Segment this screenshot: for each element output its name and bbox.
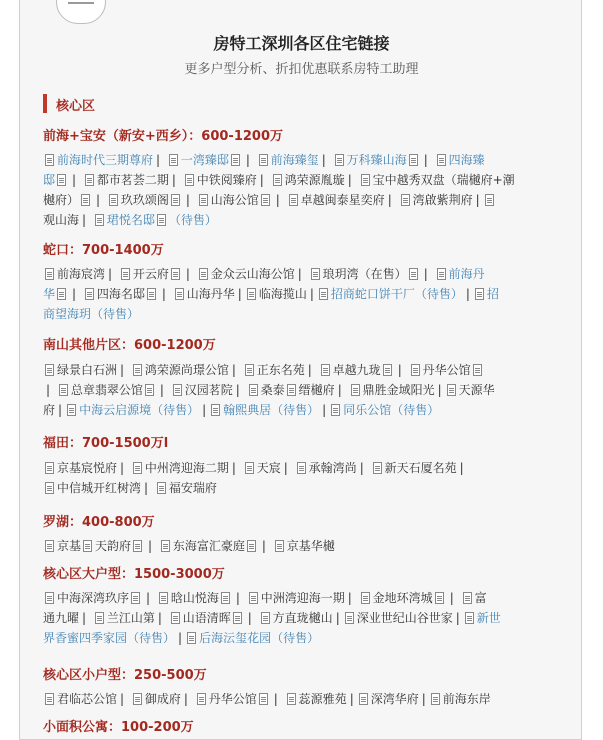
document-icon xyxy=(133,693,142,705)
document-icon xyxy=(401,194,410,206)
separator: | xyxy=(148,539,153,553)
listing-link[interactable]: 一湾臻邸 xyxy=(180,153,229,167)
document-icon xyxy=(249,592,258,604)
listing-group xyxy=(43,264,571,324)
listing-item[interactable]: 中洲湾迎海一期 xyxy=(260,591,345,605)
document-icon xyxy=(297,462,306,474)
category-heading: 核心区小户型：250-500万 xyxy=(43,668,207,683)
document-icon xyxy=(319,288,328,300)
separator: | xyxy=(202,403,207,417)
listing-link[interactable]: 界香蜜四季家园（待售） xyxy=(43,631,176,645)
separator: | xyxy=(82,213,87,227)
separator: | xyxy=(275,193,280,207)
category-heading: 南山其他片区：600-1200万 xyxy=(43,338,216,353)
listing-link[interactable]: 新世 xyxy=(476,611,501,625)
listing-group xyxy=(43,150,571,230)
separator: | xyxy=(349,692,354,706)
document-icon xyxy=(133,364,142,376)
document-icon xyxy=(247,540,256,552)
document-icon xyxy=(435,592,444,604)
separator: | xyxy=(58,403,63,417)
section-marker xyxy=(43,94,47,113)
separator: | xyxy=(183,692,188,706)
listing-line xyxy=(43,210,571,230)
listing-item[interactable]: 山语清晖 xyxy=(182,611,231,625)
listing-line xyxy=(43,536,571,556)
listing-item[interactable]: 新天石厦名苑 xyxy=(384,461,457,475)
listing-item[interactable]: 宝中越秀双盘（瑞樾府+潮 xyxy=(372,173,515,187)
document-icon xyxy=(247,288,256,300)
separator: | xyxy=(259,173,264,187)
listing-line xyxy=(43,150,571,170)
document-icon xyxy=(171,268,180,280)
listing-item[interactable]: 鸿荣源胤璇 xyxy=(284,173,345,187)
document-icon xyxy=(221,592,230,604)
listing-line xyxy=(43,588,571,608)
document-icon xyxy=(431,693,440,705)
listing-item[interactable]: 观山海 xyxy=(43,213,80,227)
separator: | xyxy=(159,383,164,397)
listing-item[interactable]: 兰江山第 xyxy=(106,611,155,625)
separator: | xyxy=(397,363,402,377)
document-icon xyxy=(175,288,184,300)
separator: | xyxy=(185,267,190,281)
document-icon xyxy=(361,174,370,186)
listing-line xyxy=(43,628,571,648)
listing-item[interactable]: 四海名邸 xyxy=(96,287,145,301)
document-icon xyxy=(45,154,54,166)
document-icon xyxy=(57,174,66,186)
chat-bubble-icon xyxy=(56,0,106,24)
document-icon xyxy=(187,632,196,644)
document-icon xyxy=(447,384,456,396)
document-icon xyxy=(109,194,118,206)
separator: | xyxy=(297,267,302,281)
document-icon xyxy=(231,154,240,166)
listing-item[interactable]: 樾府） xyxy=(43,193,80,207)
document-icon xyxy=(133,462,142,474)
document-icon xyxy=(311,268,320,280)
document-icon xyxy=(185,174,194,186)
separator: | xyxy=(120,461,125,475)
document-icon xyxy=(465,612,474,624)
separator: | xyxy=(455,611,460,625)
listing-group xyxy=(43,588,571,648)
listing-link[interactable]: 后海沄玺花园（待售） xyxy=(199,631,320,645)
category-heading: 罗湖：400-800万 xyxy=(43,515,155,530)
listing-item[interactable]: 正东名苑 xyxy=(256,363,305,377)
listing-item[interactable]: 府 xyxy=(43,403,56,417)
listing-line xyxy=(43,458,571,478)
listing-line xyxy=(43,284,571,304)
document-icon xyxy=(45,693,54,705)
listing-line xyxy=(43,608,571,628)
separator: | xyxy=(46,383,51,397)
document-icon xyxy=(145,384,154,396)
separator: | xyxy=(387,193,392,207)
listing-item[interactable]: 前海东岸 xyxy=(442,692,491,706)
document-icon xyxy=(373,462,382,474)
listing-line xyxy=(43,400,571,420)
document-icon xyxy=(85,174,94,186)
document-icon xyxy=(133,540,142,552)
separator: | xyxy=(72,287,77,301)
listing-item[interactable]: 金地环湾城 xyxy=(372,591,433,605)
document-icon xyxy=(345,612,354,624)
listing-item[interactable]: 君临芯公馆 xyxy=(57,692,118,706)
separator: | xyxy=(96,193,101,207)
listing-item[interactable]: 天韵府 xyxy=(95,539,132,553)
document-icon xyxy=(321,364,330,376)
document-icon xyxy=(485,194,494,206)
listing-item[interactable]: 琅玥湾（在售） xyxy=(322,267,407,281)
document-icon xyxy=(361,592,370,604)
listing-item[interactable]: 卓越九珑 xyxy=(332,363,381,377)
document-icon xyxy=(171,612,180,624)
document-icon xyxy=(157,214,166,226)
document-icon xyxy=(409,268,418,280)
listing-line xyxy=(43,360,571,380)
section-heading: 核心区 xyxy=(56,99,96,114)
separator: | xyxy=(437,383,442,397)
listing-item[interactable]: 丹华公馆 xyxy=(208,692,257,706)
separator: | xyxy=(359,461,364,475)
separator: | xyxy=(247,611,252,625)
separator: | xyxy=(185,193,190,207)
document-icon xyxy=(437,268,446,280)
listing-item[interactable]: 中信城开红树湾 xyxy=(57,481,142,495)
listing-link[interactable]: 万科臻山海 xyxy=(346,153,407,167)
listing-item[interactable]: 汉园茗院 xyxy=(184,383,233,397)
listing-item[interactable]: 京基宸悦府 xyxy=(57,461,118,475)
document-icon xyxy=(83,540,92,552)
listing-link[interactable]: 中海云启源境（待售） xyxy=(79,403,200,417)
category-heading: 前海+宝安（新安+西乡）：600-1200万 xyxy=(43,129,283,144)
separator: | xyxy=(72,173,77,187)
listing-item[interactable]: 山海公馆 xyxy=(210,193,259,207)
listing-item[interactable]: 绿景白石洲 xyxy=(57,363,118,377)
separator: | xyxy=(309,287,314,301)
document-icon xyxy=(45,268,54,280)
listing-item[interactable]: 山海丹华 xyxy=(186,287,235,301)
document-icon xyxy=(475,288,484,300)
listing-line xyxy=(43,190,571,210)
separator: | xyxy=(283,461,288,475)
page-title: 房特工深圳各区住宅链接 xyxy=(213,34,390,53)
listing-item[interactable]: 丹华公馆 xyxy=(422,363,471,377)
separator: | xyxy=(235,591,240,605)
document-icon xyxy=(173,384,182,396)
separator: | xyxy=(108,267,113,281)
document-icon xyxy=(211,404,220,416)
document-icon xyxy=(147,288,156,300)
document-icon xyxy=(437,154,446,166)
listing-item[interactable]: 鸿荣源尚璟公馆 xyxy=(144,363,229,377)
document-icon xyxy=(383,364,392,376)
listing-link[interactable]: 商望海玥（待售） xyxy=(43,307,140,321)
listing-link[interactable]: 邸 xyxy=(43,173,56,187)
listing-item[interactable]: 临海揽山 xyxy=(258,287,307,301)
separator: | xyxy=(146,591,151,605)
separator: | xyxy=(321,153,326,167)
listing-item[interactable]: 中海深湾玖序 xyxy=(57,591,130,605)
separator: | xyxy=(161,287,166,301)
listing-line xyxy=(43,478,571,498)
document-icon xyxy=(169,154,178,166)
listing-line xyxy=(43,170,571,190)
listing-group xyxy=(43,536,571,556)
document-icon xyxy=(199,194,208,206)
document-icon xyxy=(287,384,296,396)
listing-item[interactable]: 鼎胜金域阳光 xyxy=(362,383,435,397)
separator: | xyxy=(245,153,250,167)
document-icon xyxy=(171,194,180,206)
document-icon xyxy=(81,194,90,206)
category-heading: 福田：700-1500万l xyxy=(43,436,169,451)
separator: | xyxy=(421,692,426,706)
separator: | xyxy=(235,383,240,397)
document-icon xyxy=(289,194,298,206)
document-icon xyxy=(85,288,94,300)
document-icon xyxy=(473,364,482,376)
listing-item[interactable]: 京基华樾 xyxy=(286,539,335,553)
listing-group xyxy=(43,360,571,420)
separator: | xyxy=(465,287,470,301)
listing-item[interactable]: 湾啟紫荆府 xyxy=(412,193,473,207)
separator: | xyxy=(231,363,236,377)
separator: | xyxy=(156,153,161,167)
document-icon xyxy=(287,693,296,705)
listing-line xyxy=(43,689,571,709)
separator: | xyxy=(423,153,428,167)
document-icon xyxy=(59,384,68,396)
separator: | xyxy=(178,631,183,645)
listing-link[interactable]: 珺悦名邸 xyxy=(106,213,155,227)
document-icon xyxy=(261,194,270,206)
listing-item[interactable]: 前海宸湾 xyxy=(57,267,106,281)
separator: | xyxy=(307,363,312,377)
listing-item[interactable]: 东海富汇豪庭 xyxy=(172,539,245,553)
separator: | xyxy=(157,611,162,625)
document-icon xyxy=(45,462,54,474)
listing-item[interactable]: 金众云山海公馆 xyxy=(210,267,295,281)
document-icon xyxy=(463,592,472,604)
category-heading: 蛇口：700-1400万 xyxy=(43,243,164,258)
document-icon xyxy=(95,214,104,226)
separator: | xyxy=(322,403,327,417)
listing-line xyxy=(43,380,571,400)
separator: | xyxy=(261,539,266,553)
separator: | xyxy=(449,591,454,605)
separator: | xyxy=(237,287,242,301)
document-icon xyxy=(45,540,54,552)
document-icon xyxy=(275,540,284,552)
separator: | xyxy=(82,611,87,625)
category-heading: 小面积公寓：100-200万 xyxy=(43,720,194,735)
separator: | xyxy=(231,461,236,475)
listing-line xyxy=(43,304,571,324)
listing-item[interactable]: 天源华 xyxy=(458,383,495,397)
document-icon xyxy=(121,268,130,280)
listing-item[interactable]: 通九曜 xyxy=(43,611,80,625)
document-icon xyxy=(131,592,140,604)
document-icon xyxy=(245,364,254,376)
listing-item[interactable]: 开云府 xyxy=(132,267,169,281)
listing-item[interactable]: 蕊源雅苑 xyxy=(298,692,347,706)
listing-item[interactable]: 深业世纪山谷世家 xyxy=(356,611,453,625)
separator: | xyxy=(120,363,125,377)
separator: | xyxy=(120,692,125,706)
document-icon xyxy=(199,268,208,280)
separator: | xyxy=(423,267,428,281)
document-icon xyxy=(411,364,420,376)
separator: | xyxy=(347,173,352,187)
separator: | xyxy=(273,692,278,706)
document-icon xyxy=(161,540,170,552)
document-icon xyxy=(261,612,270,624)
listing-link[interactable]: 前海臻玺 xyxy=(270,153,319,167)
listing-link[interactable]: 华 xyxy=(43,287,56,301)
document-icon xyxy=(45,482,54,494)
listing-item[interactable]: 卓越闽泰星奕府 xyxy=(300,193,385,207)
document-icon xyxy=(95,612,104,624)
listing-item[interactable]: 晗山悦海 xyxy=(170,591,219,605)
listing-item[interactable]: 承翰湾尚 xyxy=(308,461,357,475)
listing-item[interactable]: 御成府 xyxy=(144,692,181,706)
listing-item[interactable]: 中铁阅臻府 xyxy=(196,173,257,187)
document-icon xyxy=(245,462,254,474)
document-icon xyxy=(67,404,76,416)
document-icon xyxy=(157,482,166,494)
document-icon xyxy=(409,154,418,166)
listing-link[interactable]: 翰熙典居（待售） xyxy=(223,403,320,417)
document-icon xyxy=(57,288,66,300)
listing-line xyxy=(43,264,571,284)
separator: | xyxy=(171,173,176,187)
listing-item[interactable]: 福安瑞府 xyxy=(168,481,217,495)
document-icon xyxy=(159,592,168,604)
separator: | xyxy=(475,193,480,207)
document-icon xyxy=(335,154,344,166)
listing-link[interactable]: 同乐公馆（待售） xyxy=(343,403,440,417)
document-icon xyxy=(45,592,54,604)
listing-link[interactable]: 前海丹 xyxy=(448,267,485,281)
document-icon xyxy=(331,404,340,416)
listing-item[interactable]: 富 xyxy=(474,591,487,605)
listing-item[interactable]: 深湾华府 xyxy=(370,692,419,706)
listing-group xyxy=(43,458,571,498)
document-icon xyxy=(259,693,268,705)
listing-link[interactable]: 四海臻 xyxy=(448,153,485,167)
document-icon xyxy=(273,174,282,186)
document-icon xyxy=(351,384,360,396)
document-icon xyxy=(359,693,368,705)
listing-item[interactable]: 缙樾府 xyxy=(298,383,335,397)
listing-item[interactable]: 玖玖颂阁 xyxy=(120,193,169,207)
separator: | xyxy=(459,461,464,475)
document-icon xyxy=(233,612,242,624)
separator: | xyxy=(144,481,149,495)
listing-item[interactable]: 总章翡翠公馆 xyxy=(70,383,143,397)
listing-item[interactable]: 桑泰 xyxy=(260,383,285,397)
page-subtitle: 更多户型分析、折扣优惠联系房特工助理 xyxy=(184,62,419,77)
listing-item[interactable]: 中州湾迎海二期 xyxy=(144,461,229,475)
listing-link[interactable]: 招商蛇口饼干厂（待售） xyxy=(330,287,463,301)
separator: | xyxy=(347,591,352,605)
listing-item[interactable]: 天宸 xyxy=(256,461,281,475)
separator: | xyxy=(335,611,340,625)
document-icon xyxy=(45,364,54,376)
listing-status[interactable]: （待售） xyxy=(168,213,217,227)
document-icon xyxy=(197,693,206,705)
listing-item[interactable]: 京基 xyxy=(57,539,82,553)
document-icon xyxy=(249,384,258,396)
listing-item[interactable]: 都市茗荟二期 xyxy=(96,173,169,187)
listing-item[interactable]: 方直珑樾山 xyxy=(272,611,333,625)
document-icon xyxy=(259,154,268,166)
listing-group xyxy=(43,689,571,709)
separator: | xyxy=(337,383,342,397)
category-heading: 核心区大户型：1500-3000万 xyxy=(43,567,225,582)
listing-link[interactable]: 招 xyxy=(486,287,499,301)
listing-link[interactable]: 前海时代三期尊府 xyxy=(57,153,154,167)
